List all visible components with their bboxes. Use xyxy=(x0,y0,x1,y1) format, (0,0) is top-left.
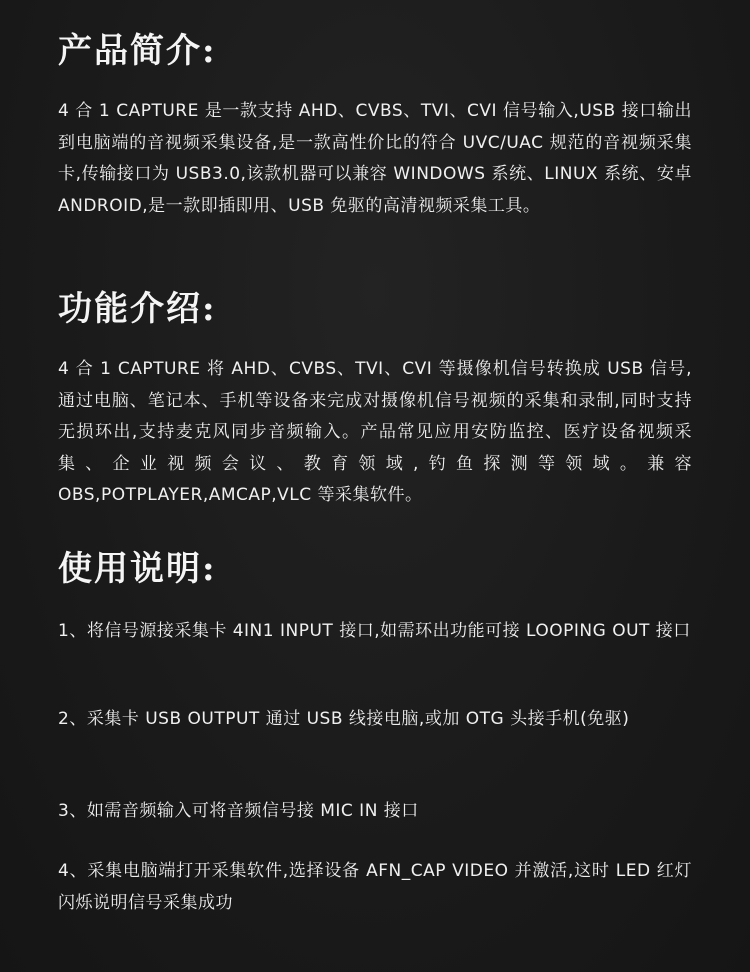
usage-step-1: 1、将信号源接采集卡 4IN1 INPUT 接口,如需环出功能可接 LOOPING OUT 接口 xyxy=(58,621,691,641)
usage-heading: 使用说明: xyxy=(58,549,217,589)
product-intro-text: 4 合 1 CAPTURE 是一款支持 AHD、CVBS、TVI、CVI 信号输入,USB 接口输出到电脑端的音视频采集设备,是一款高性价比的符合 UVC/UAC 规范的音视频采集卡,传输接口为 USB3.0,该款机器可以兼容 WINDOWS 系统、LINUX 系统、安卓 ANDROID,是一款即插即用、USB 免驱的高清视频采集工具。 xyxy=(58,101,692,216)
function-text: 4 合 1 CAPTURE 将 AHD、CVBS、TVI、CVI 等摄像机信号转换成 USB 信号,通过电脑、笔记本、手机等设备来完成对摄像机信号视频的采集和录制,同时支持无损环出,支持麦克风同步音频输入。产品常见应用安防监控、医疗设备视频采集、企业视频会议、教育领域,钓鱼探测等领域。兼容 OBS,POTPLAYER,AMCAP,VLC 等采集软件。 xyxy=(58,359,692,506)
product-intro-heading: 产品简介: xyxy=(58,31,217,71)
usage-section xyxy=(58,548,698,590)
product-intro-section xyxy=(58,30,698,72)
function-heading: 功能介绍: xyxy=(58,289,217,329)
usage-step-4: 4、采集电脑端打开采集软件,选择设备 AFN_CAP VIDEO 并激活,这时 LED 红灯闪烁说明信号采集成功 xyxy=(58,861,692,913)
usage-step-2: 2、采集卡 USB OUTPUT 通过 USB 线接电脑,或加 OTG 头接手机(免驱) xyxy=(58,709,630,729)
function-section xyxy=(58,288,698,330)
usage-step-3: 3、如需音频输入可将音频信号接 MIC IN 接口 xyxy=(58,801,419,821)
